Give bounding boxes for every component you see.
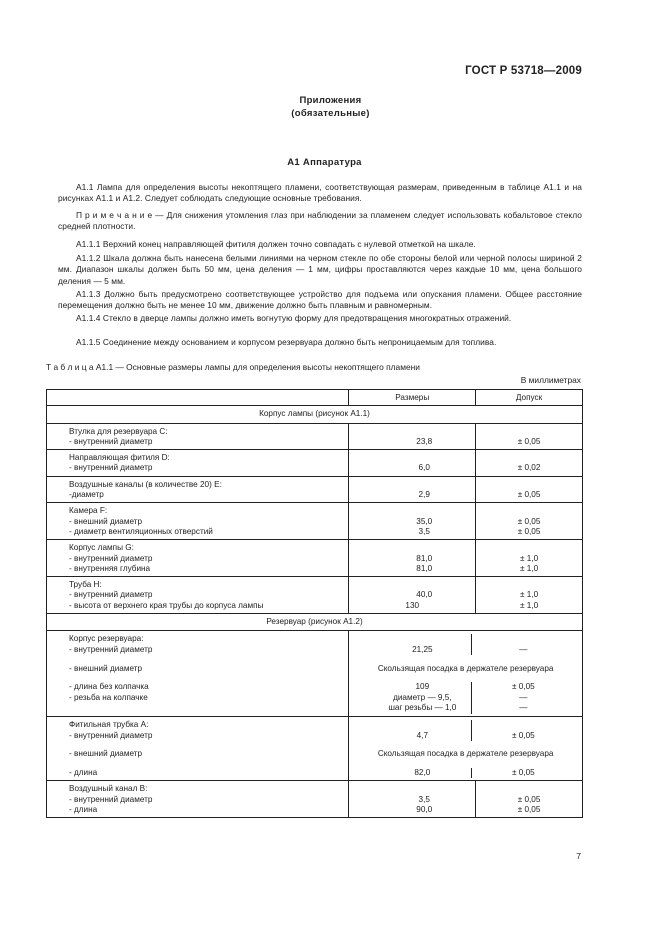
row-name: Корпус резервуара: — [69, 634, 144, 644]
note — [58, 210, 582, 233]
row-name: Камера F: — [69, 506, 108, 516]
note-text: — Для снижения утомления глаз при наблюдении за пламенем следует использовать кобальтовое стекло средней плотности. — [58, 210, 582, 232]
row-param: - внутренний диаметр — [69, 590, 153, 600]
row-size: 82,0 — [414, 767, 431, 777]
row-name: Втулка для резервуара С: — [69, 426, 168, 436]
row-param: - внутренний диаметр — [69, 644, 153, 654]
row-tolerance: ± 0,05 — [517, 794, 541, 804]
table-caption-label: Т а б л и ц а — [46, 362, 94, 372]
row-span-note: Скользящая посадка в держателе резервуара — [377, 749, 554, 759]
row-param: - длина — [69, 767, 98, 777]
table-caption — [46, 362, 420, 372]
section-title: А1 Аппаратура — [287, 157, 362, 168]
row-size: 3,5 — [418, 526, 430, 536]
row-size: 40,0 — [416, 590, 433, 600]
row-param: - внутренний диаметр — [69, 794, 153, 804]
row-tolerance: ± 0,05 — [511, 682, 535, 692]
row-size: 35,0 — [416, 516, 433, 526]
row-size: 3,5 — [418, 794, 430, 804]
dimensions-table — [46, 389, 583, 818]
row-tolerance: ± 0,05 — [511, 730, 535, 740]
table-row — [47, 540, 583, 577]
annex-subtitle: (обязательные) — [291, 108, 370, 119]
row-size: 81,0 — [416, 563, 433, 573]
row-param: - внутренняя глубина — [69, 563, 151, 573]
annex-title: Приложения — [299, 95, 362, 106]
row-tolerance: — — [519, 644, 528, 654]
row-name: Корпус лампы G: — [69, 543, 134, 553]
row-tolerance: ± 1,0 — [519, 553, 539, 563]
section-row-reservoir — [47, 614, 583, 631]
section-lamp-body: Корпус лампы (рисунок А1.1) — [47, 406, 583, 423]
table-row — [47, 631, 583, 717]
row-size: 90,0 — [416, 804, 433, 814]
row-size: диаметр — 9,5, — [393, 692, 452, 702]
row-param: - внутренний диаметр — [69, 463, 153, 473]
row-param: - высота от верхнего края трубы до корпуса лампы — [69, 600, 264, 610]
row-tolerance: ± 0,05 — [511, 767, 535, 777]
row-param: - длина — [69, 804, 98, 814]
header-cell-sizes: Размеры — [349, 390, 476, 406]
table-header-row — [47, 390, 583, 406]
row-param: - длина без колпачка — [69, 682, 149, 692]
row-tolerance: ± 0,05 — [517, 436, 541, 446]
paragraph-a1-1-5: А1.1.5 Соединение между основанием и корпусом резервуара должно быть непроницаемым для топлива. — [76, 337, 497, 347]
row-param: - внутренний диаметр — [69, 436, 153, 446]
header-cell-tolerance: Допуск — [476, 390, 583, 406]
table-row — [47, 503, 583, 540]
row-size: 2,9 — [418, 490, 430, 500]
row-size: шаг резьбы — 1,0 — [388, 703, 457, 713]
row-param: - диаметр вентиляционных отверстий — [69, 526, 213, 536]
row-tolerance: ± 1,0 — [519, 590, 539, 600]
header-cell-empty — [47, 390, 349, 406]
table-row — [47, 577, 583, 614]
row-param: - внутренний диаметр — [69, 730, 153, 740]
row-tolerance: ± 0,05 — [517, 526, 541, 536]
table-row — [47, 476, 583, 503]
row-tolerance: ± 1,0 — [519, 563, 539, 573]
table-row — [47, 716, 583, 780]
row-param: - внешний диаметр — [69, 516, 143, 526]
row-tolerance: — — [519, 692, 528, 702]
row-size: 21,25 — [412, 644, 433, 654]
row-param: - внешний диаметр — [69, 663, 143, 673]
table-row — [47, 423, 583, 450]
row-tolerance: ± 0,02 — [517, 463, 541, 473]
row-tolerance: ± 0,05 — [517, 516, 541, 526]
paragraph-a1-1: А1.1 Лампа для определения высоты некоптящего пламени, соответствующая размерам, приведенным в таблице А1.1 и на рисунках А1.1 и А1.2. Следует соблюдать следующие основные требования. — [58, 182, 582, 204]
row-size: 23,8 — [416, 436, 433, 446]
table-units: В миллиметрах — [520, 375, 581, 385]
page-number: 7 — [576, 851, 581, 861]
row-size: 6,0 — [418, 463, 430, 473]
row-span-note: Скользящая посадка в держателе резервуара — [377, 663, 554, 673]
row-tolerance: ± 0,05 — [517, 804, 541, 814]
row-name: Фитильная трубка А: — [69, 719, 149, 729]
note-label: П р и м е ч а н и е — [76, 210, 153, 220]
row-name: Воздушный канал В: — [69, 784, 148, 794]
row-name: Направляющая фитиля D: — [69, 453, 170, 463]
table-caption-text: А1.1 — Основные размеры лампы для определения высоты некоптящего пламени — [93, 362, 420, 372]
standard-number: ГОСТ Р 53718—2009 — [465, 65, 582, 77]
paragraph-a1-1-3: А1.1.3 Должно быть предусмотрено соответствующее устройство для подъема или опускания пламени. Общее расстояние перемещения должно быть не менее 10 мм, движение должно быть плавным и равномерным. — [58, 289, 582, 311]
row-size: 109 — [415, 682, 430, 692]
section-row-lamp-body — [47, 406, 583, 423]
table-row — [47, 781, 583, 818]
row-tolerance: — — [519, 703, 528, 713]
row-tolerance: ± 1,0 — [519, 600, 539, 610]
row-param: - внутренний диаметр — [69, 553, 153, 563]
paragraph-a1-1-2: А1.1.2 Шкала должна быть нанесена белыми линиями на черном стекле по обе стороны белой или черной полосы шириной 2 мм. Диапазон шкалы должен быть 50 мм, цена деления — 1 мм, цифры проставляются через каждые 10 мм, цена большого деления — 5 мм. — [58, 253, 582, 286]
row-name: Труба Н: — [69, 580, 102, 590]
row-param: -диаметр — [69, 490, 104, 500]
row-size: 130 — [405, 600, 420, 610]
paragraph-a1-1-4: А1.1.4 Стекло в дверце лампы должно иметь вогнутую форму для предотвращения многократных отражений. — [76, 313, 512, 323]
row-param: - резьба на колпачке — [69, 692, 148, 702]
section-reservoir: Резервуар (рисунок А1.2) — [47, 614, 583, 631]
row-tolerance: ± 0,05 — [517, 490, 541, 500]
table-row — [47, 450, 583, 477]
paragraph-a1-1-1: А1.1.1 Верхний конец направляющей фитиля должен точно совпадать с нулевой отметкой на шкале. — [76, 239, 476, 249]
row-name: Воздушные каналы (в количестве 20) Е: — [69, 479, 222, 489]
row-size: 81,0 — [416, 553, 433, 563]
row-param: - внешний диаметр — [69, 749, 143, 759]
row-size: 4,7 — [416, 730, 429, 740]
